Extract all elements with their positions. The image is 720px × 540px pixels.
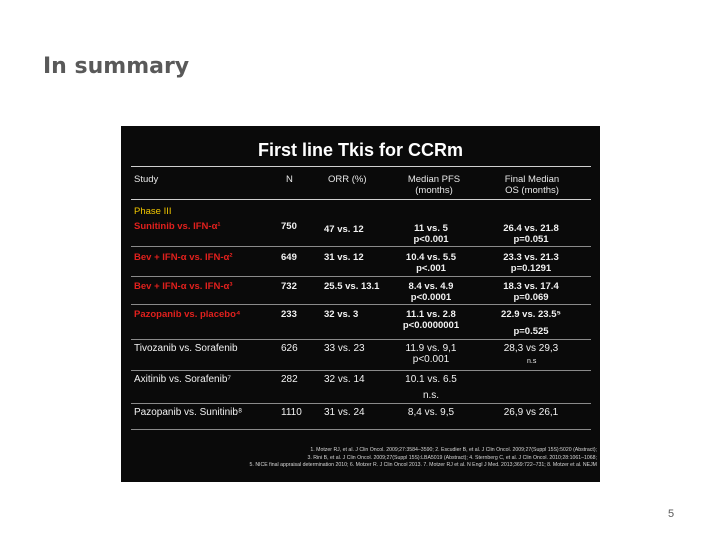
- study-name: Bev + IFN-α vs. IFN-α³: [134, 281, 233, 292]
- header-os: Final Median OS (months): [504, 174, 560, 196]
- study-name: Pazopanib vs. Sunitinib⁸: [134, 407, 243, 418]
- pfs-value: 10.1 vs. 6.5 n.s.: [405, 374, 457, 401]
- header-pfs: Median PFS (months): [407, 174, 461, 196]
- pfs-value: 10.4 vs. 5.5 p<.001: [405, 252, 457, 274]
- divider: [131, 339, 591, 340]
- orr-value: 31 vs. 24: [324, 407, 365, 418]
- study-name: Pazopanib vs. placebo⁴: [134, 309, 241, 320]
- orr-value: 31 vs. 12: [324, 252, 364, 263]
- orr-value: 32 vs. 3: [324, 309, 359, 320]
- n-value: 233: [281, 309, 297, 320]
- pfs-value: 8.4 vs. 4.9 p<0.0001: [408, 281, 454, 303]
- n-value: 282: [281, 374, 298, 385]
- os-significance: n.s: [527, 358, 537, 365]
- reference-line: 1. Motzer RJ, et al. J Clin Oncol. 2009;27:3584–3590; 2. Escudier B, et al. J Clin Oncol. 2009;27(Suppl 15S):5020 (Abstract);: [310, 447, 597, 453]
- orr-value: 25.5 vs. 13.1: [324, 281, 380, 292]
- divider: [131, 246, 591, 247]
- orr-value: 47 vs. 12: [324, 224, 364, 235]
- table-title: First line Tkis for CCRm: [257, 140, 464, 160]
- divider: [131, 403, 591, 404]
- header-study: Study: [134, 174, 159, 185]
- n-value: 1110: [281, 407, 302, 418]
- page-number: 5: [668, 508, 675, 520]
- reference-line: 3. Rini B, et al. J Clin Oncol. 2009;27(Suppl 15S):LBA5019 (Abstract); 4. Sternberg C, et al. J Clin Oncol. 2010;28:1061–1068;: [307, 454, 597, 461]
- table-image: [121, 126, 600, 482]
- header-orr: ORR (%): [328, 174, 367, 185]
- os-value: 23.3 vs. 21.3 p=0.1291: [503, 252, 559, 274]
- references: [131, 447, 597, 470]
- divider: [131, 370, 591, 371]
- study-name: Bev + IFN-α vs. IFN-α²: [134, 252, 233, 263]
- os-value: 28,3 vs 29,3: [503, 343, 559, 354]
- pfs-value: 8,4 vs. 9,5: [407, 407, 455, 418]
- reference-line: 5. NICE final appraisal determination 2010; 6. Motzer R. J Clin Oncol 2013. 7. Motzer RJ et al. N Engl J Med. 2013;369:722–731; 8. Motzer et al. NEJM: [249, 462, 597, 469]
- pfs-value: 11 vs. 5 p<0.001: [413, 223, 449, 245]
- study-name: Tivozanib vs. Sorafenib: [134, 343, 238, 354]
- pfs-value: 11.1 vs. 2.8 p<0.0000001: [402, 309, 460, 331]
- n-value: 649: [281, 252, 297, 263]
- n-value: 626: [281, 343, 298, 354]
- divider: [131, 304, 591, 305]
- os-value: 18.3 vs. 17.4 p=0.069: [503, 281, 559, 303]
- divider: [131, 199, 591, 200]
- divider: [131, 429, 591, 430]
- divider: [131, 276, 591, 277]
- pfs-value: 11.9 vs. 9,1 p<0.001: [405, 343, 457, 365]
- study-name: Sunitinib vs. IFN-α¹: [134, 221, 221, 232]
- divider: [131, 166, 591, 167]
- n-value: 750: [281, 221, 297, 232]
- phase-label: Phase III: [134, 206, 172, 217]
- orr-value: 32 vs. 14: [324, 374, 365, 385]
- orr-value: 33 vs. 23: [324, 343, 365, 354]
- os-value: 22.9 vs. 23.5⁵ p=0.525: [501, 309, 561, 337]
- os-value: 26,9 vs 26,1: [503, 407, 559, 418]
- study-name: Axitinib vs. Sorafenib⁷: [134, 374, 231, 385]
- n-value: 732: [281, 281, 297, 292]
- slide-title: In summary: [43, 54, 190, 79]
- header-n: N: [286, 174, 293, 185]
- os-value: 26.4 vs. 21.8 p=0.051: [503, 223, 559, 245]
